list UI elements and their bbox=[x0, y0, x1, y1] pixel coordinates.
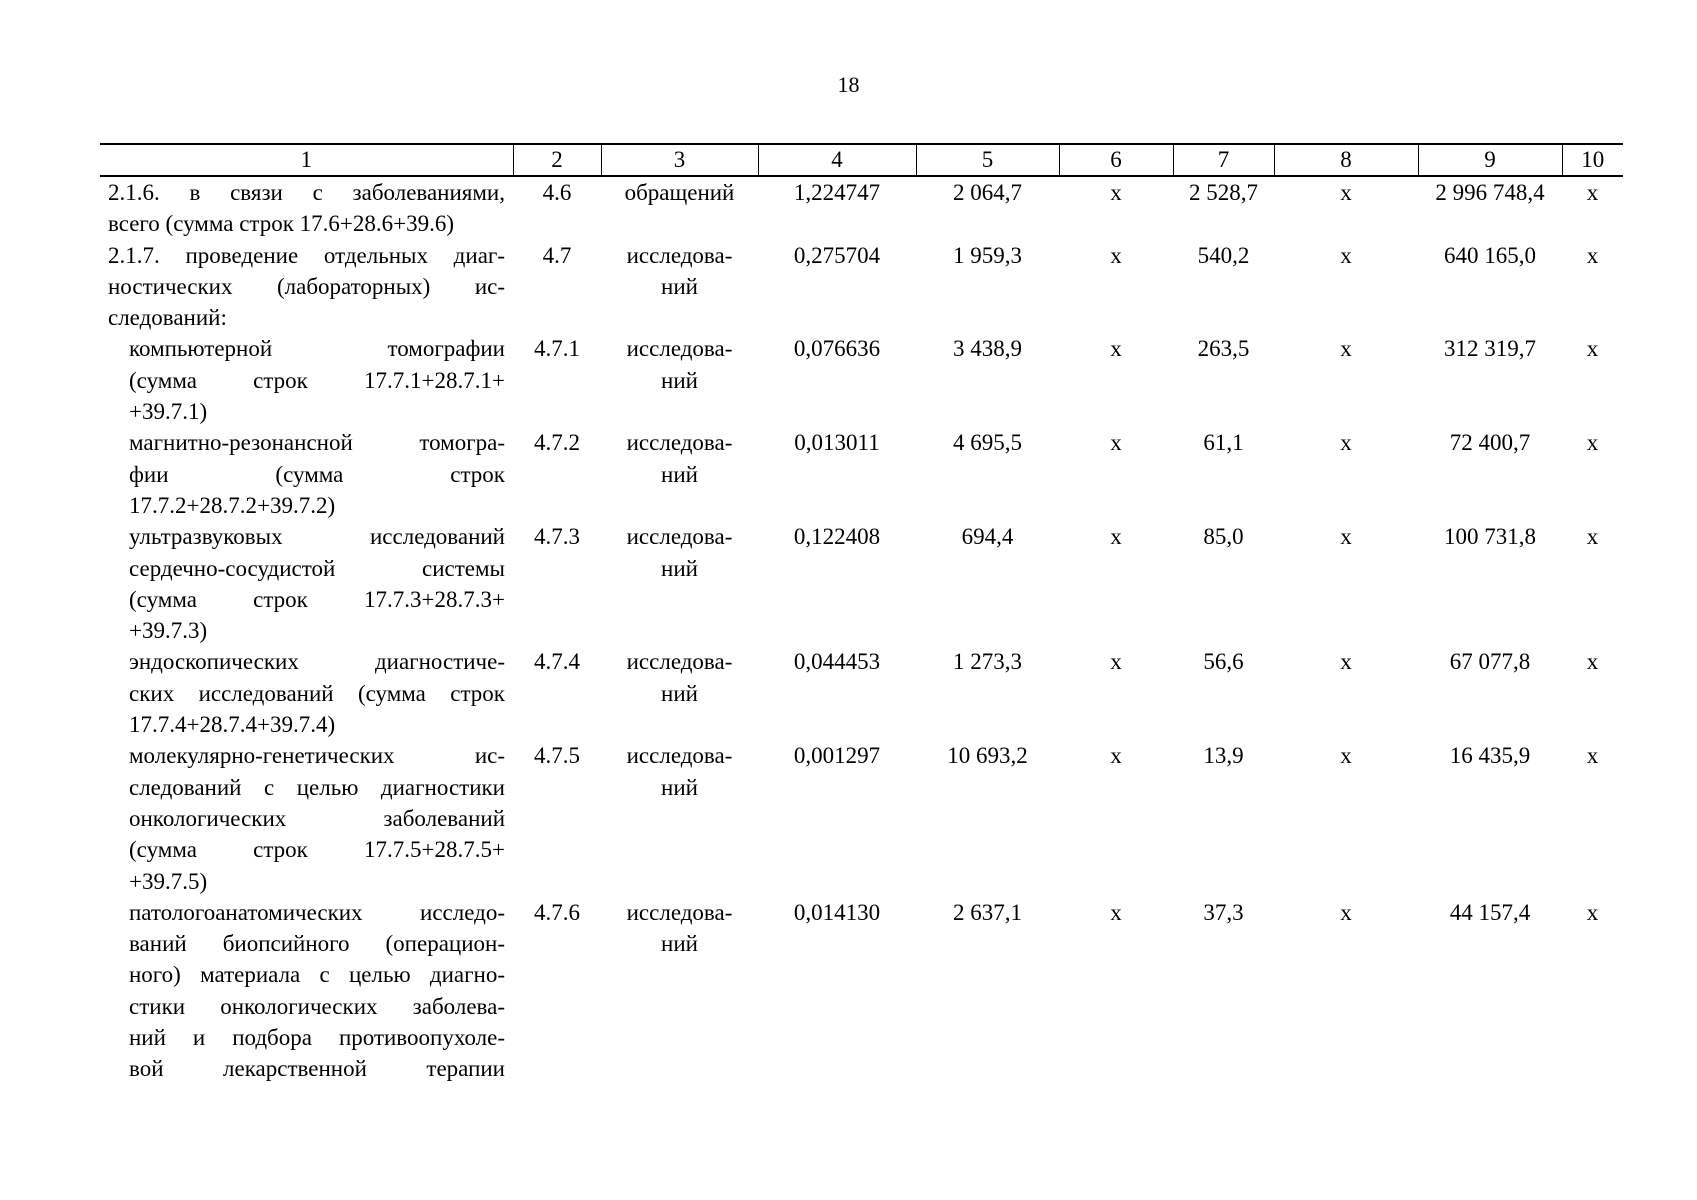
cell-col-4: 0,001297 bbox=[793, 743, 881, 769]
row-unit-line: исследова- bbox=[626, 899, 733, 925]
row-code: 4.7.4 bbox=[534, 649, 580, 675]
row-label-line: патологоанатомических исследо- bbox=[129, 899, 505, 925]
table-row bbox=[100, 897, 1623, 1085]
cell-col-5: 1 273,3 bbox=[953, 649, 1022, 675]
cell-col-4: 0,076636 bbox=[793, 336, 881, 362]
table-row bbox=[100, 427, 1623, 521]
row-label-line: (сумма строк 17.7.1+28.7.1+ bbox=[129, 367, 505, 393]
column-header: 3 bbox=[601, 144, 758, 176]
cell-col-10: х bbox=[1586, 430, 1599, 456]
cell-col-7: 2 528,7 bbox=[1189, 180, 1258, 205]
row-unit-line: ний bbox=[661, 461, 698, 487]
row-code: 4.6 bbox=[542, 180, 572, 205]
row-label-line: ностических (лабораторных) ис- bbox=[108, 273, 505, 299]
row-unit-line: ний bbox=[661, 555, 698, 581]
table-header bbox=[100, 144, 1623, 176]
row-label-line: (сумма строк 17.7.5+28.7.5+ bbox=[129, 837, 505, 863]
row-label-line: ваний биопсийного (операцион- bbox=[129, 931, 505, 957]
row-label-line: ний и подбора противоопухоле- bbox=[129, 1025, 505, 1051]
row-code: 4.7 bbox=[542, 242, 572, 268]
cell-col-10: х bbox=[1586, 242, 1599, 268]
row-unit bbox=[601, 740, 758, 896]
row-label-line: 17.7.4+28.7.4+39.7.4) bbox=[129, 712, 336, 738]
row-label bbox=[100, 333, 513, 427]
cell-col-8: х bbox=[1340, 649, 1352, 675]
cell-col-10: х bbox=[1586, 180, 1599, 205]
row-unit bbox=[601, 897, 758, 1085]
row-label-line: (сумма строк 17.7.3+28.7.3+ bbox=[129, 586, 505, 612]
row-code: 4.7.1 bbox=[534, 336, 580, 362]
table-row bbox=[100, 240, 1623, 334]
cell-col-8: х bbox=[1340, 336, 1352, 362]
cell-col-9: 16 435,9 bbox=[1449, 743, 1531, 769]
row-label-line: молекулярно-генетических ис- bbox=[129, 743, 505, 769]
cell-col-6: х bbox=[1110, 899, 1122, 925]
cell-col-5: 10 693,2 bbox=[947, 743, 1028, 769]
cell-col-8: х bbox=[1340, 180, 1352, 205]
row-code: 4.7.3 bbox=[534, 524, 580, 550]
row-unit-line: исследова- bbox=[626, 649, 733, 675]
row-label-line: +39.7.3) bbox=[129, 618, 208, 644]
row-unit bbox=[601, 521, 758, 646]
cell-col-5: 1 959,3 bbox=[953, 242, 1022, 268]
row-label bbox=[100, 740, 513, 896]
table-row bbox=[100, 521, 1623, 646]
cell-col-7: 540,2 bbox=[1197, 242, 1250, 268]
row-unit-line: ний bbox=[661, 273, 698, 299]
row-unit bbox=[601, 240, 758, 334]
row-label-line: 2.1.7. проведение отдельных диаг- bbox=[108, 242, 505, 268]
cell-col-4: 0,014130 bbox=[793, 899, 881, 925]
header-row bbox=[100, 144, 1623, 176]
cell-col-7: 13,9 bbox=[1203, 743, 1244, 769]
row-label bbox=[100, 176, 513, 240]
cell-col-4: 0,275704 bbox=[793, 242, 881, 268]
cell-col-6: х bbox=[1110, 180, 1122, 205]
cell-col-8: х bbox=[1340, 899, 1352, 925]
cell-col-8: х bbox=[1340, 430, 1352, 456]
row-label-line: сердечно-сосудистой системы bbox=[129, 555, 505, 581]
cell-col-6: х bbox=[1110, 430, 1122, 456]
row-label bbox=[100, 240, 513, 334]
cell-col-5: 4 695,5 bbox=[953, 430, 1022, 456]
row-unit-line: обращений bbox=[624, 180, 735, 205]
row-label bbox=[100, 427, 513, 521]
cell-col-6: х bbox=[1110, 524, 1122, 550]
row-label-line: эндоскопических диагностиче- bbox=[129, 649, 505, 675]
cell-col-9: 72 400,7 bbox=[1449, 430, 1531, 456]
cell-col-6: х bbox=[1110, 649, 1122, 675]
row-label-line: +39.7.5) bbox=[129, 868, 208, 894]
cell-col-4: 0,122408 bbox=[793, 524, 881, 550]
row-label-line: всего (сумма строк 17.6+28.6+39.6) bbox=[108, 211, 455, 237]
row-label-line: ских исследований (сумма строк bbox=[129, 680, 505, 706]
row-unit-line: исследова- bbox=[626, 743, 733, 769]
row-unit bbox=[601, 646, 758, 740]
row-label-line: компьютерной томографии bbox=[129, 336, 505, 362]
row-unit bbox=[601, 333, 758, 427]
column-header: 8 bbox=[1274, 144, 1418, 176]
row-label-line: ультразвуковых исследований bbox=[129, 524, 505, 550]
table-row bbox=[100, 176, 1623, 240]
column-header: 5 bbox=[916, 144, 1059, 176]
row-label-line: следований: bbox=[108, 305, 227, 331]
row-label-line: ного) материала с целью диагно- bbox=[129, 962, 505, 988]
cell-col-8: х bbox=[1340, 743, 1352, 769]
cell-col-5: 3 438,9 bbox=[953, 336, 1022, 362]
cell-col-7: 56,6 bbox=[1203, 649, 1244, 675]
cell-col-6: х bbox=[1110, 242, 1122, 268]
cell-col-8: х bbox=[1340, 242, 1352, 268]
column-header: 10 bbox=[1562, 144, 1623, 176]
row-unit-line: исследова- bbox=[626, 242, 733, 268]
row-unit-line: исследова- bbox=[626, 524, 733, 550]
page-number: 18 bbox=[837, 72, 860, 97]
cell-col-9: 640 165,0 bbox=[1444, 242, 1536, 268]
row-label-line: магнитно-резонансной томогра- bbox=[129, 430, 505, 456]
cell-col-10: х bbox=[1586, 649, 1599, 675]
row-unit-line: ний bbox=[661, 931, 698, 957]
row-label-line: фии (сумма строк bbox=[129, 461, 505, 487]
cell-col-6: х bbox=[1110, 336, 1122, 362]
row-label-line: стики онкологических заболева- bbox=[129, 993, 505, 1019]
cell-col-10: х bbox=[1586, 899, 1599, 925]
table-row bbox=[100, 646, 1623, 740]
cell-col-9: 2 996 748,4 bbox=[1435, 180, 1545, 205]
row-label-line: 17.7.2+28.7.2+39.7.2) bbox=[129, 492, 336, 518]
row-label-line: онкологических заболеваний bbox=[129, 805, 505, 831]
cell-col-7: 263,5 bbox=[1197, 336, 1250, 362]
table-row bbox=[100, 333, 1623, 427]
cell-col-9: 44 157,4 bbox=[1449, 899, 1531, 925]
cell-col-10: х bbox=[1586, 743, 1599, 769]
column-header: 2 bbox=[513, 144, 601, 176]
cell-col-4: 0,013011 bbox=[794, 430, 880, 456]
row-unit-line: ний bbox=[661, 680, 698, 706]
data-table bbox=[100, 143, 1623, 1085]
row-code: 4.7.2 bbox=[534, 430, 580, 456]
cell-col-4: 1,224747 bbox=[793, 180, 881, 205]
row-unit bbox=[601, 176, 758, 240]
cell-col-7: 37,3 bbox=[1203, 899, 1244, 925]
row-unit-line: ний bbox=[661, 774, 698, 800]
row-unit bbox=[601, 427, 758, 521]
cell-col-5: 2 637,1 bbox=[953, 899, 1022, 925]
row-label-line: вой лекарственной терапии bbox=[129, 1056, 505, 1082]
cell-col-4: 0,044453 bbox=[793, 649, 881, 675]
column-header: 9 bbox=[1418, 144, 1562, 176]
column-header: 7 bbox=[1173, 144, 1274, 176]
row-unit-line: исследова- bbox=[626, 336, 733, 362]
cell-col-9: 312 319,7 bbox=[1444, 336, 1536, 362]
row-label-line: 2.1.6. в связи с заболеваниями, bbox=[108, 180, 505, 205]
row-label bbox=[100, 646, 513, 740]
row-label-line: +39.7.1) bbox=[129, 399, 208, 425]
column-header: 1 bbox=[100, 144, 513, 176]
cell-col-7: 85,0 bbox=[1203, 524, 1244, 550]
table-body bbox=[100, 176, 1623, 1085]
cell-col-5: 2 064,7 bbox=[953, 180, 1022, 205]
row-label bbox=[100, 521, 513, 646]
cell-col-6: х bbox=[1110, 743, 1122, 769]
cell-col-7: 61,1 bbox=[1203, 430, 1244, 456]
row-unit-line: ний bbox=[661, 367, 698, 393]
cell-col-10: х bbox=[1586, 524, 1599, 550]
cell-col-5: 694,4 bbox=[961, 524, 1014, 550]
table-row bbox=[100, 740, 1623, 896]
cell-col-9: 100 731,8 bbox=[1444, 524, 1536, 550]
row-unit-line: исследова- bbox=[626, 430, 733, 456]
row-code: 4.7.6 bbox=[534, 899, 580, 925]
row-code: 4.7.5 bbox=[534, 743, 580, 769]
cell-col-9: 67 077,8 bbox=[1449, 649, 1531, 675]
column-header: 6 bbox=[1059, 144, 1173, 176]
cell-col-10: х bbox=[1586, 336, 1599, 362]
row-label-line: следований с целью диагностики bbox=[129, 774, 505, 800]
row-label bbox=[100, 897, 513, 1085]
cell-col-8: х bbox=[1340, 524, 1352, 550]
column-header: 4 bbox=[758, 144, 916, 176]
